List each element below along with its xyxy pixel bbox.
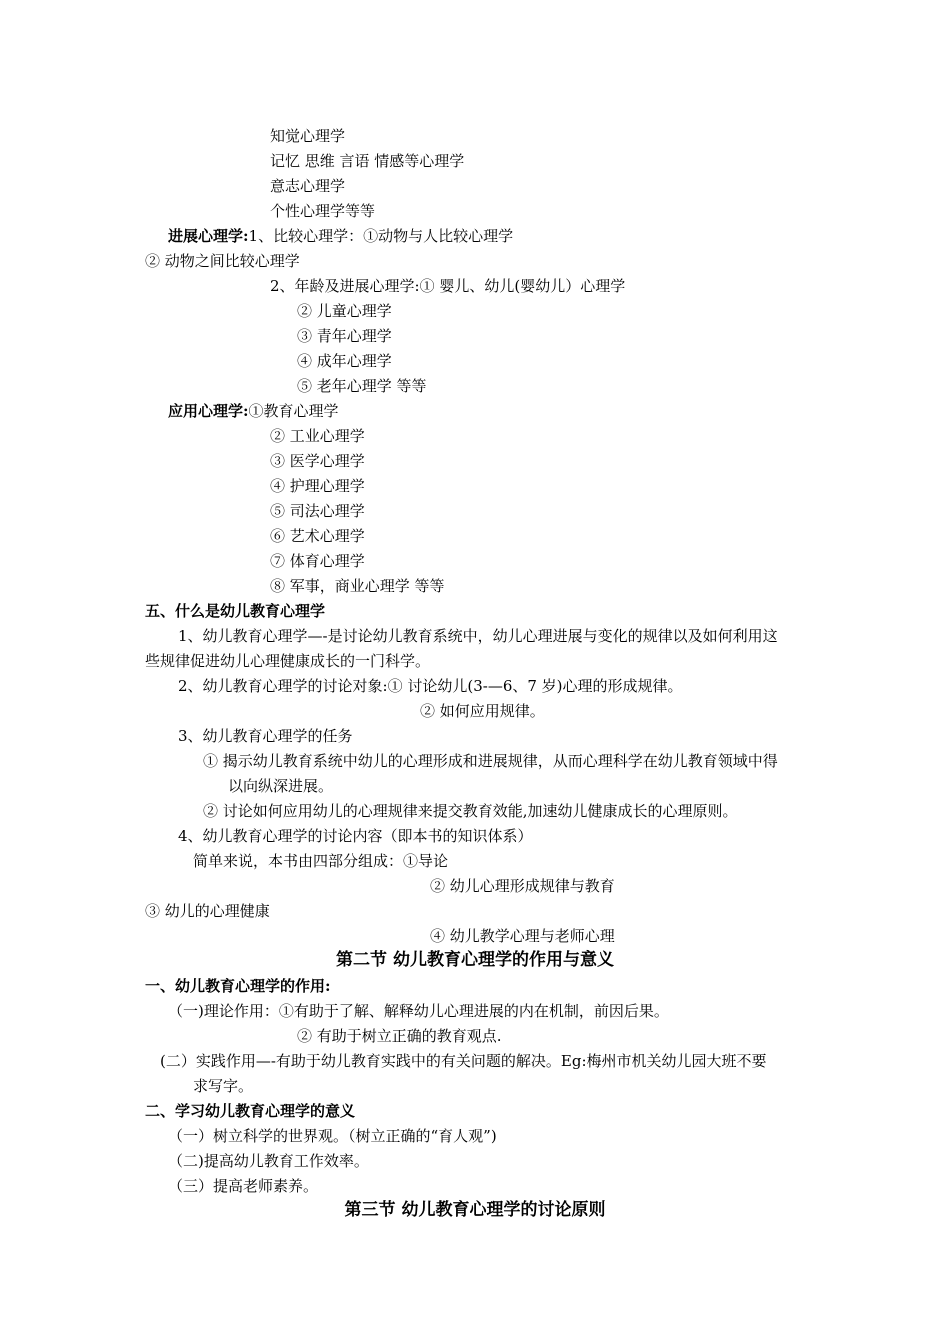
text-line: （一）树立科学的世界观。（树立正确的“育人观”) <box>168 1127 497 1145</box>
text-line: 3、幼儿教育心理学的任务 <box>178 727 353 745</box>
text-line <box>168 226 513 246</box>
text-line: 记忆 思维 言语 情感等心理学 <box>270 152 465 170</box>
section-heading: 一、幼儿教育心理学的作用: <box>145 977 331 995</box>
text-line: ⑦ 体育心理学 <box>270 552 365 570</box>
section-heading: 二、学习幼儿教育心理学的意义 <box>145 1102 356 1120</box>
text-line: ② 讨论如何应用幼儿的心理规律来提交教育效能,加速幼儿健康成长的心理原则。 <box>203 802 738 820</box>
text-line: ③ 医学心理学 <box>270 452 365 470</box>
text-line: 求写字。 <box>193 1077 254 1095</box>
text-line: （三）提高老师素养。 <box>168 1177 319 1195</box>
text-line <box>168 401 339 421</box>
text-line: 2、年龄及进展心理学:① 婴儿、幼儿(婴幼儿）心理学 <box>270 277 626 295</box>
chapter-heading: 第三节 幼儿教育心理学的讨论原则 <box>344 1200 606 1220</box>
text-line: (二）实践作用—-有助于幼儿教育实践中的有关问题的解决。Eg:梅州市机关幼儿园大班不要 <box>160 1052 767 1070</box>
text-line: （二)提高幼儿教育工作效率。 <box>168 1152 369 1170</box>
inline-heading: 进展心理学: <box>168 227 249 245</box>
text-line: 些规律促进幼儿心理健康成长的一门科学。 <box>145 652 431 670</box>
inline-heading: 应用心理学: <box>168 402 249 420</box>
text-line: ⑤ 老年心理学 等等 <box>297 377 427 395</box>
text-line: （一)理论作用：①有助于了解、解释幼儿心理进展的内在机制，前因后果。 <box>168 1002 669 1020</box>
text-line: ② 幼儿心理形成规律与教育 <box>430 877 615 895</box>
text-line: ④ 护理心理学 <box>270 477 365 495</box>
text-line: ② 动物之间比较心理学 <box>145 252 300 270</box>
text-line: ② 工业心理学 <box>270 427 365 445</box>
text-line: ⑧ 军事，商业心理学 等等 <box>270 577 445 595</box>
chapter-heading: 第二节 幼儿教育心理学的作用与意义 <box>336 950 614 970</box>
inline-text: 1、比较心理学：①动物与人比较心理学 <box>248 227 514 245</box>
text-line: 1、幼儿教育心理学—-是讨论幼儿教育系统中，幼儿心理进展与变化的规律以及如何利用这 <box>178 627 778 645</box>
text-line: ② 儿童心理学 <box>297 302 392 320</box>
text-line: ⑥ 艺术心理学 <box>270 527 365 545</box>
text-line: 意志心理学 <box>270 177 346 195</box>
text-line: ② 如何应用规律。 <box>420 702 545 720</box>
text-line: ② 有助于树立正确的教育观点. <box>297 1027 502 1045</box>
text-line: ① 揭示幼儿教育系统中幼儿的心理形成和进展规律，从而心理科学在幼儿教育领域中得 <box>203 752 778 770</box>
text-line: ③ 青年心理学 <box>297 327 392 345</box>
section-heading: 五、什么是幼儿教育心理学 <box>145 602 326 620</box>
text-line: 个性心理学等等 <box>270 202 376 220</box>
text-line: ⑤ 司法心理学 <box>270 502 365 520</box>
text-line: ④ 成年心理学 <box>297 352 392 370</box>
text-line: ③ 幼儿的心理健康 <box>145 902 270 920</box>
text-line: 简单来说，本书由四部分组成：①导论 <box>193 852 449 870</box>
text-line: 知觉心理学 <box>270 127 346 145</box>
text-line: 2、幼儿教育心理学的讨论对象:① 讨论幼儿(3-—6、7 岁)心理的形成规律。 <box>178 677 683 695</box>
text-line: 以向纵深进展。 <box>228 777 334 795</box>
text-line: ④ 幼儿教学心理与老师心理 <box>430 927 615 945</box>
text-line: 4、幼儿教育心理学的讨论内容（即本书的知识体系） <box>178 827 533 845</box>
inline-text: ①教育心理学 <box>248 402 339 420</box>
